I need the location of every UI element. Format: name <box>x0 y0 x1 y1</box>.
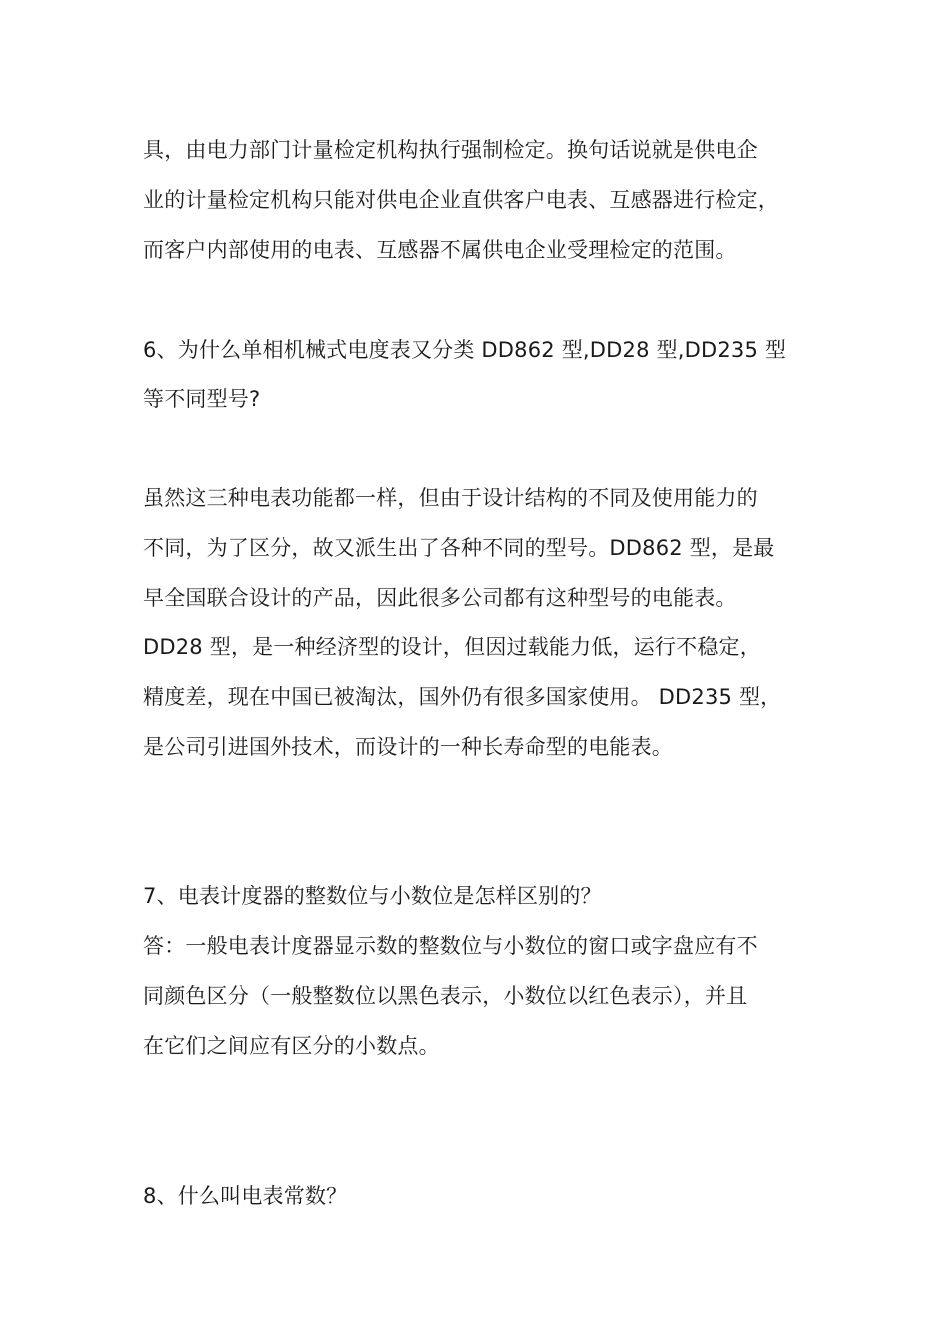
answer-7-line-3: 在它们之间应有区分的小数点。 <box>143 1034 440 1058</box>
question-8: 8、什么叫电表常数？ <box>143 1184 348 1208</box>
question-6-line-2: 等不同型号? <box>143 387 261 411</box>
answer-6-line-6: 是公司引进国外技术，而设计的一种长寿命型的电能表。 <box>143 735 673 759</box>
answer-6-line-4: DD28 型，是一种经济型的设计，但因过载能力低，运行不稳定， <box>143 635 761 659</box>
question-6-line-1: 6、为什么单相机械式电度表又分类 DD862 型,DD28 型,DD235 型 <box>143 338 787 362</box>
answer-6-line-5: 精度差，现在中国已被淘汰，国外仍有很多国家使用。 DD235 型， <box>143 685 782 709</box>
question-7: 7、电表计度器的整数位与小数位是怎样区别的？ <box>143 884 602 908</box>
answer-7-line-2: 同颜色区分（一般整数位以黑色表示，小数位以红色表示），并且 <box>143 984 748 1008</box>
answer-6-line-2: 不同，为了区分，故又派生出了各种不同的型号。DD862 型，是最 <box>143 536 775 560</box>
paragraph-5-line-2: 业的计量检定机构只能对供电企业直供客户电表、互感器进行检定， <box>143 188 779 212</box>
paragraph-5-line-1: 具，由电力部门计量检定机构执行强制检定。换句话说就是供电企 <box>143 138 758 162</box>
answer-7-line-1: 答：一般电表计度器显示数的整数位与小数位的窗口或字盘应有不 <box>143 934 758 958</box>
answer-6-line-3: 早全国联合设计的产品，因此很多公司都有这种型号的电能表。 <box>143 586 737 610</box>
paragraph-5-line-3: 而客户内部使用的电表、互感器不属供电企业受理检定的范围。 <box>143 238 737 262</box>
answer-6-line-1: 虽然这三种电表功能都一样，但由于设计结构的不同及使用能力的 <box>143 486 758 510</box>
